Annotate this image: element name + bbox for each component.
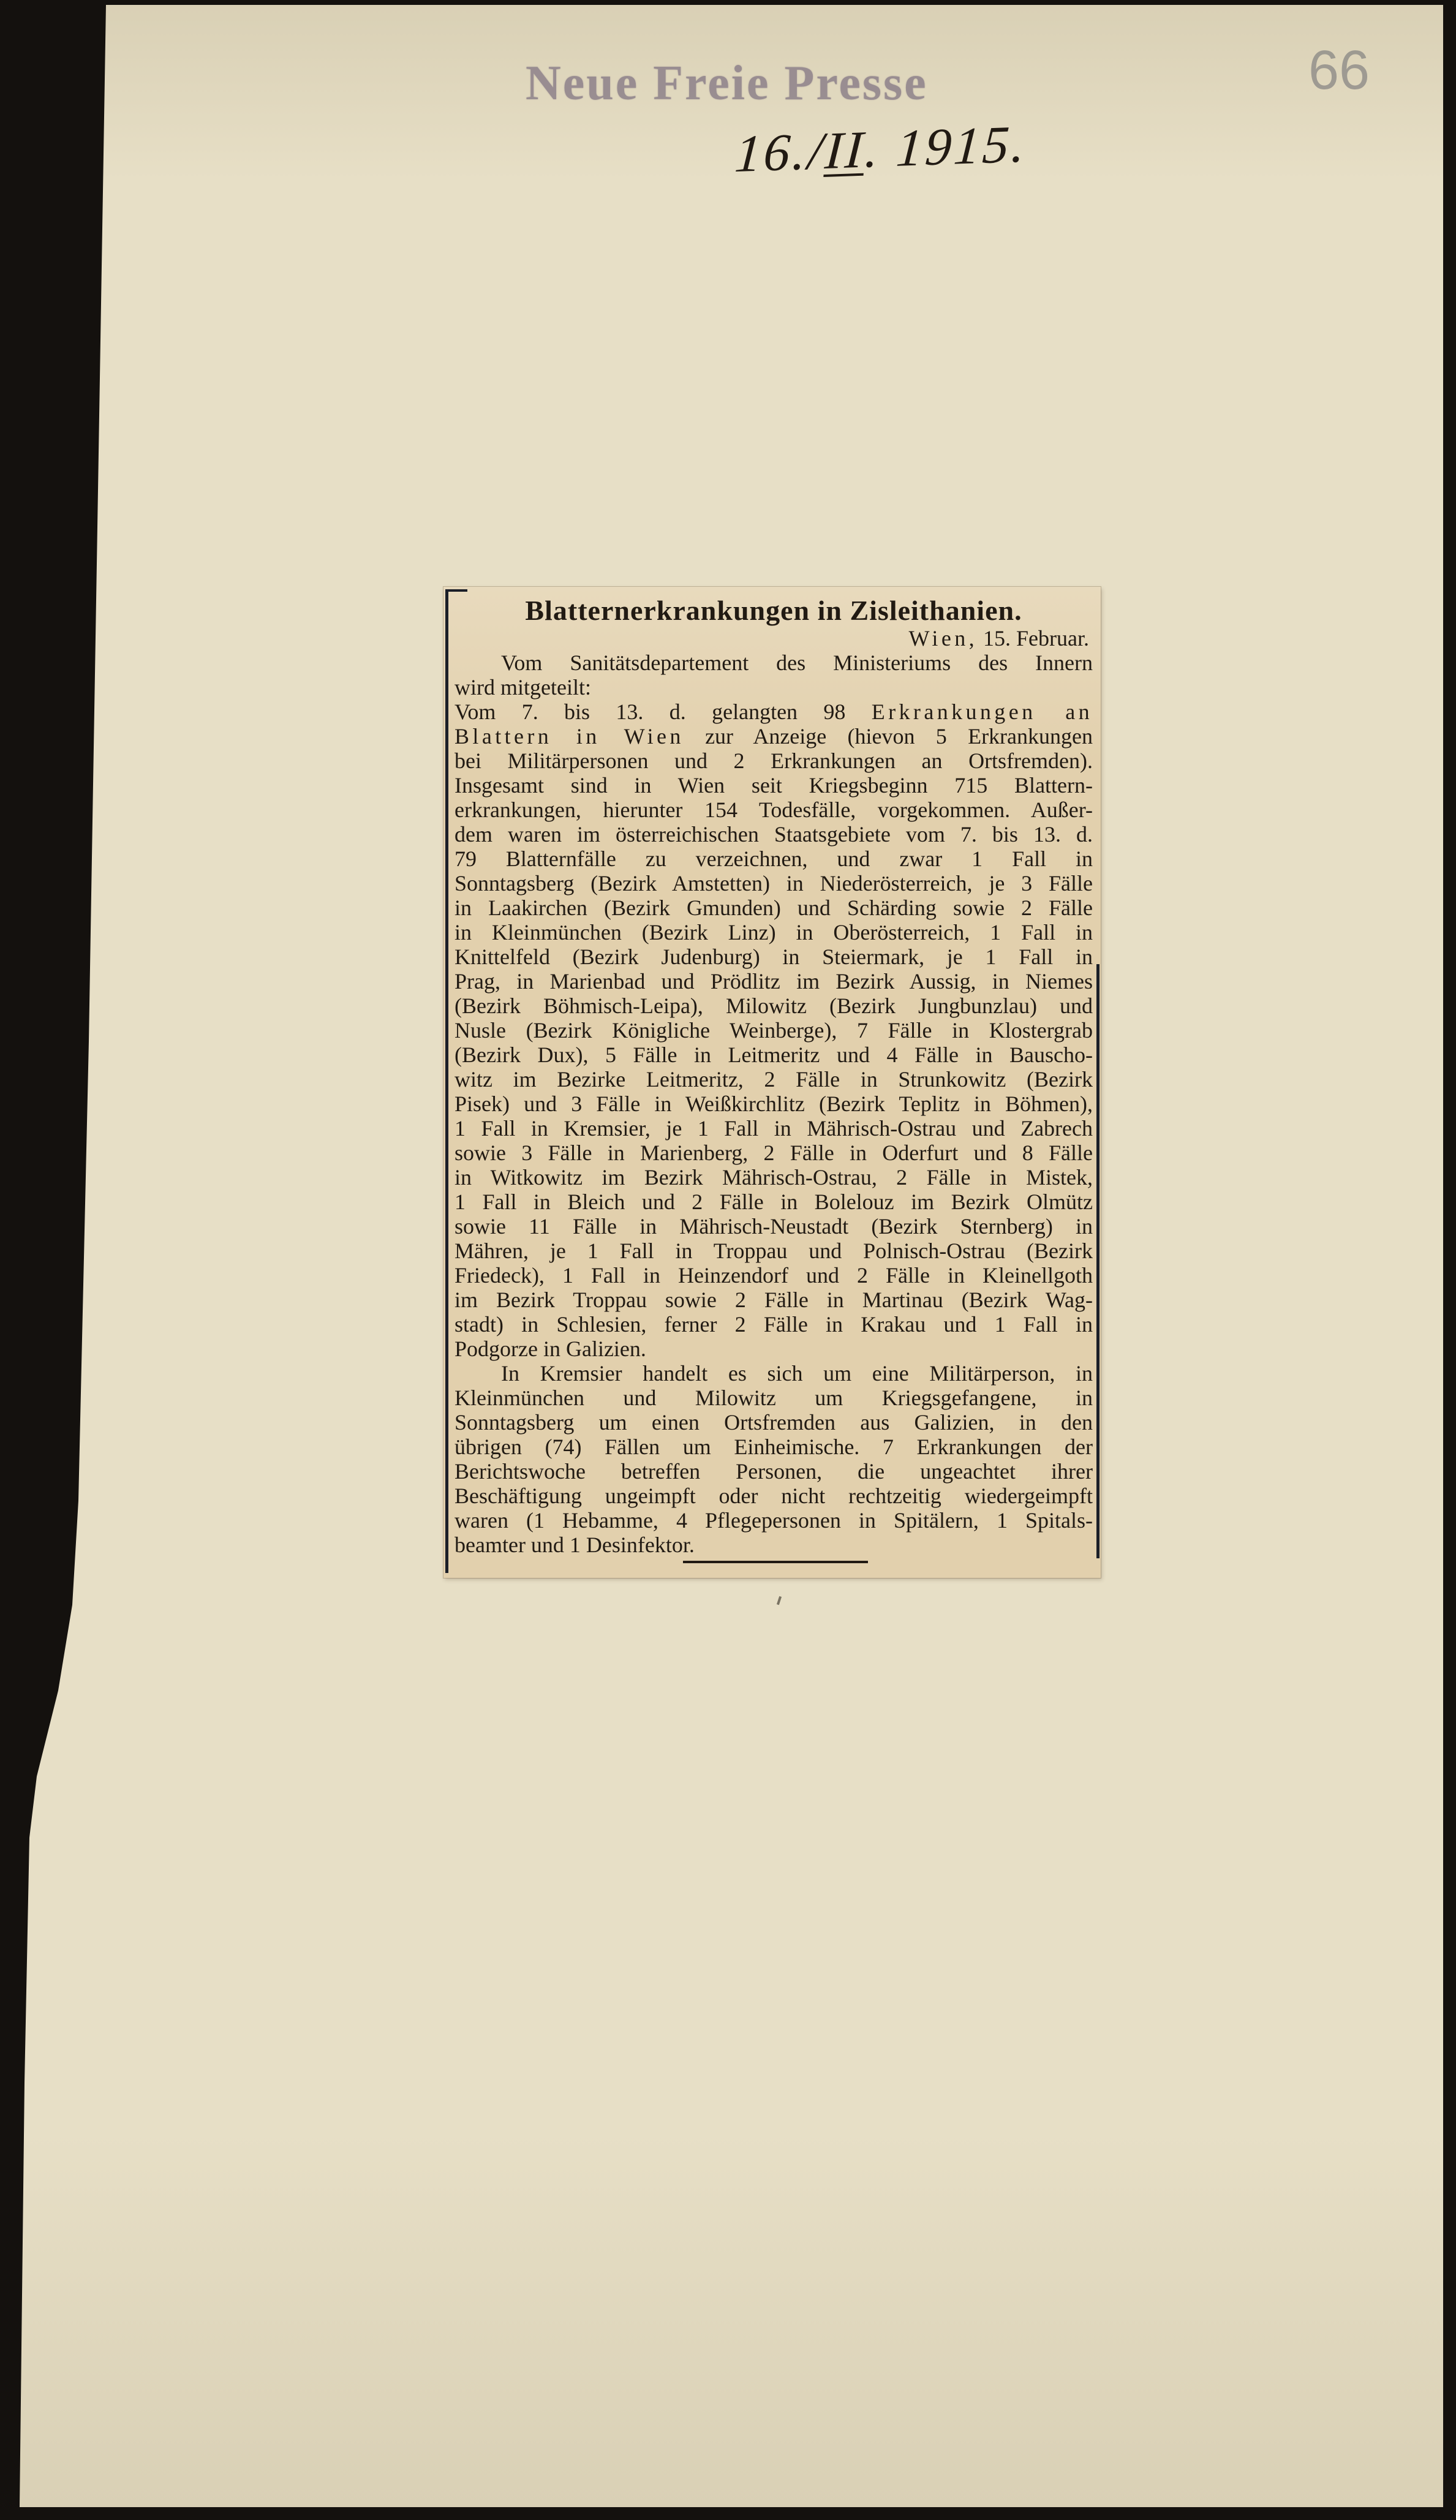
- article-line: erkrankungen, hierunter 154 Todesfälle, vorgekommen. Außer-: [455, 798, 1093, 822]
- article-line: 1 Fall in Bleich und 2 Fälle in Bolelouz im Bezirk Olmütz: [455, 1190, 1093, 1214]
- article-line: [455, 700, 1093, 724]
- line-segment: Vom 7. bis 13. d. gelangten 98: [455, 700, 872, 724]
- article-line: Beschäftigung ungeimpft oder nicht rechtzeitig wiedergeimpft: [455, 1484, 1093, 1508]
- article-paragraph: [455, 651, 1093, 700]
- letterspaced-emphasis: Erkrankungen an: [871, 700, 1093, 724]
- handwritten-date-day: 16./: [733, 121, 828, 184]
- folio-number: 66: [1308, 40, 1370, 101]
- article-line: beamter und 1 Desinfektor.: [455, 1533, 695, 1557]
- article-line: In Kremsier handelt es sich um eine Militärperson, in: [501, 1361, 1093, 1386]
- article-line: Friedeck), 1 Fall in Heinzendorf und 2 Fälle in Kleinellgoth: [455, 1263, 1093, 1288]
- article-line: 79 Blatternfälle zu verzeichnen, und zwar 1 Fall in: [455, 847, 1093, 871]
- line-segment: zur Anzeige (hievon 5 Erkrankungen: [684, 724, 1093, 749]
- handwritten-date-month: II: [823, 119, 867, 181]
- article-line: bei Militärpersonen und 2 Erkrankungen an Ortsfremden).: [455, 749, 1093, 773]
- letterspaced-emphasis: Blattern in Wien: [455, 724, 684, 749]
- article-line: 1 Fall in Kremsier, je 1 Fall in Mährisch-Ostrau und Zabrech: [455, 1116, 1093, 1141]
- article-line: dem waren im österreichischen Staatsgebiete vom 7. bis 13. d.: [455, 822, 1093, 847]
- article-line: Podgorze in Galizien.: [455, 1337, 646, 1361]
- article-title: Blatternerkrankungen in Zisleithanien.: [525, 595, 1022, 626]
- article-line: Insgesamt sind in Wien seit Kriegsbeginn 715 Blattern-: [455, 773, 1093, 798]
- newspaper-clipping: [443, 587, 1101, 1578]
- column-rule-top: [445, 589, 467, 592]
- handwritten-date: [733, 110, 1030, 187]
- article-line: [455, 724, 1093, 749]
- article-line: Nusle (Bezirk Königliche Weinberge), 7 Fälle in Klostergrab: [455, 1018, 1093, 1043]
- dateline-date: 15. Februar.: [978, 626, 1089, 651]
- article-line: im Bezirk Troppau sowie 2 Fälle in Martinau (Bezirk Wag-: [455, 1288, 1093, 1312]
- article-line: in Witkowitz im Bezirk Mährisch-Ostrau, 2 Fälle in Mistek,: [455, 1165, 1093, 1190]
- article-line: Vom Sanitätsdepartement des Ministeriums des Innern: [501, 651, 1093, 675]
- article-line: übrigen (74) Fällen um Einheimische. 7 Erkrankungen der: [455, 1435, 1093, 1459]
- article-line: Knittelfeld (Bezirk Judenburg) in Steiermark, je 1 Fall in: [455, 945, 1093, 969]
- article-line: waren (1 Hebamme, 4 Pflegepersonen in Spitälern, 1 Spitals-: [455, 1508, 1093, 1533]
- column-rule-right: [1096, 964, 1100, 1558]
- article-line: sowie 3 Fälle in Marienberg, 2 Fälle in Oderfurt und 8 Fälle: [455, 1141, 1093, 1165]
- article-end-rule: [683, 1561, 868, 1563]
- article-line: wird mitgeteilt:: [455, 675, 591, 700]
- article-line: Berichtswoche betreffen Personen, die ungeachtet ihrer: [455, 1459, 1093, 1484]
- article-line: (Bezirk Böhmisch-Leipa), Milowitz (Bezirk Jungbunzlau) und: [455, 994, 1093, 1018]
- article-line: Prag, in Marienbad und Prödlitz im Bezirk Aussig, in Niemes: [455, 969, 1093, 994]
- handwritten-date-year: . 1915.: [863, 114, 1030, 179]
- article-line: Sonntagsberg (Bezirk Amstetten) in Niederösterreich, je 3 Fälle: [455, 871, 1093, 896]
- article-line: witz im Bezirke Leitmeritz, 2 Fälle in Strunkowitz (Bezirk: [455, 1067, 1093, 1092]
- article-line: Mähren, je 1 Fall in Troppau und Polnisch-Ostrau (Bezirk: [455, 1239, 1093, 1263]
- article-dateline: [455, 626, 1089, 651]
- newspaper-stamp: Neue Freie Presse: [526, 56, 928, 110]
- article-paragraph: [455, 700, 1093, 1361]
- article-line: sowie 11 Fälle in Mährisch-Neustadt (Bezirk Sternberg) in: [455, 1214, 1093, 1239]
- article-line: stadt) in Schlesien, ferner 2 Fälle in Krakau und 1 Fall in: [455, 1312, 1093, 1337]
- article-line: Kleinmünchen und Milowitz um Kriegsgefangene, in: [455, 1386, 1093, 1410]
- article-line: in Kleinmünchen (Bezirk Linz) in Oberösterreich, 1 Fall in: [455, 920, 1093, 945]
- article-line: in Laakirchen (Bezirk Gmunden) und Schärding sowie 2 Fälle: [455, 896, 1093, 920]
- article-paragraph: [455, 1361, 1093, 1557]
- article-line: Sonntagsberg um einen Ortsfremden aus Galizien, in den: [455, 1410, 1093, 1435]
- article-line: (Bezirk Dux), 5 Fälle in Leitmeritz und 4 Fälle in Bauscho-: [455, 1043, 1093, 1067]
- article-line: Pisek) und 3 Fälle in Weißkirchlitz (Bezirk Teplitz in Böhmen),: [455, 1092, 1093, 1116]
- column-rule-left: [445, 589, 448, 1573]
- dateline-place: Wien,: [908, 626, 978, 651]
- article-body: [455, 651, 1093, 1557]
